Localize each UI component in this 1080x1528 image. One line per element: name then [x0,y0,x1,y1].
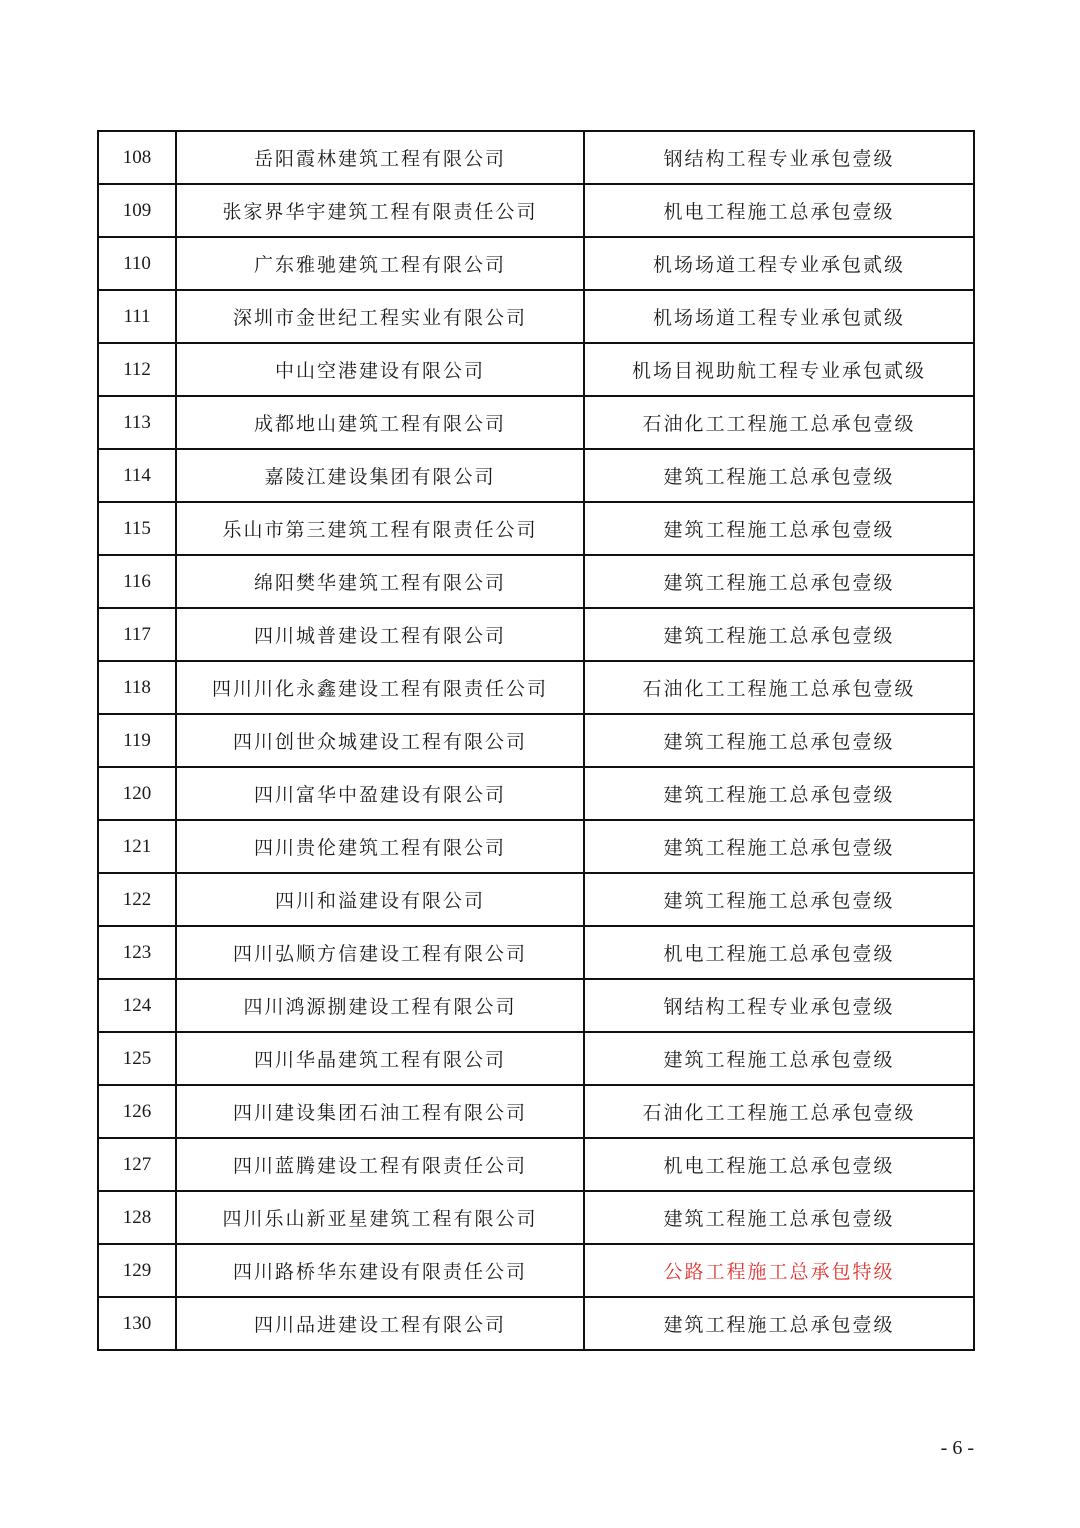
qualification-cell: 建筑工程施工总承包壹级 [584,873,974,926]
table-row [98,131,974,184]
qualification-cell: 建筑工程施工总承包壹级 [584,555,974,608]
row-number-cell: 114 [98,449,176,502]
qualification-cell: 建筑工程施工总承包壹级 [584,1297,974,1350]
row-number-cell: 130 [98,1297,176,1350]
row-number-cell: 127 [98,1138,176,1191]
company-name-cell: 四川创世众城建设工程有限公司 [176,714,584,767]
table-row [98,926,974,979]
table-row [98,1297,974,1350]
row-number-cell: 122 [98,873,176,926]
table-row [98,396,974,449]
table-row [98,608,974,661]
company-name-cell: 四川富华中盈建设有限公司 [176,767,584,820]
row-number-cell: 112 [98,343,176,396]
row-number-cell: 121 [98,820,176,873]
table-row [98,1244,974,1297]
qualification-cell: 建筑工程施工总承包壹级 [584,449,974,502]
table-row [98,237,974,290]
company-name-cell: 四川川化永鑫建设工程有限责任公司 [176,661,584,714]
table-row [98,290,974,343]
table-row [98,661,974,714]
table-row [98,555,974,608]
table-row [98,714,974,767]
row-number-cell: 115 [98,502,176,555]
row-number-cell: 124 [98,979,176,1032]
table-row [98,1138,974,1191]
company-name-cell: 四川华晶建筑工程有限公司 [176,1032,584,1085]
qualification-cell: 钢结构工程专业承包壹级 [584,131,974,184]
row-number-cell: 109 [98,184,176,237]
qualification-cell: 建筑工程施工总承包壹级 [584,1032,974,1085]
qualification-cell: 机场目视助航工程专业承包贰级 [584,343,974,396]
company-name-cell: 中山空港建设有限公司 [176,343,584,396]
row-number-cell: 129 [98,1244,176,1297]
row-number-cell: 113 [98,396,176,449]
table-row [98,343,974,396]
company-name-cell: 四川品进建设工程有限公司 [176,1297,584,1350]
page-number: - 6 - [940,1437,974,1459]
qualification-cell: 机电工程施工总承包壹级 [584,184,974,237]
company-name-cell: 绵阳樊华建筑工程有限公司 [176,555,584,608]
company-name-cell: 四川蓝腾建设工程有限责任公司 [176,1138,584,1191]
company-name-cell: 四川路桥华东建设有限责任公司 [176,1244,584,1297]
company-name-cell: 四川和溢建设有限公司 [176,873,584,926]
qualification-cell: 建筑工程施工总承包壹级 [584,608,974,661]
company-name-cell: 四川弘顺方信建设工程有限公司 [176,926,584,979]
table-row [98,1032,974,1085]
company-name-cell: 四川城普建设工程有限公司 [176,608,584,661]
company-name-cell: 四川建设集团石油工程有限公司 [176,1085,584,1138]
row-number-cell: 117 [98,608,176,661]
qualification-cell: 建筑工程施工总承包壹级 [584,767,974,820]
qualification-cell-highlighted: 公路工程施工总承包特级 [584,1244,974,1297]
row-number-cell: 126 [98,1085,176,1138]
company-name-cell: 成都地山建筑工程有限公司 [176,396,584,449]
qualification-cell: 建筑工程施工总承包壹级 [584,820,974,873]
company-name-cell: 广东雅驰建筑工程有限公司 [176,237,584,290]
table-row [98,767,974,820]
row-number-cell: 110 [98,237,176,290]
qualification-cell: 钢结构工程专业承包壹级 [584,979,974,1032]
row-number-cell: 128 [98,1191,176,1244]
company-name-cell: 岳阳霞林建筑工程有限公司 [176,131,584,184]
qualification-cell: 石油化工工程施工总承包壹级 [584,1085,974,1138]
qualification-cell: 建筑工程施工总承包壹级 [584,714,974,767]
row-number-cell: 120 [98,767,176,820]
table-row [98,873,974,926]
company-name-cell: 张家界华宇建筑工程有限责任公司 [176,184,584,237]
company-name-cell: 乐山市第三建筑工程有限责任公司 [176,502,584,555]
row-number-cell: 116 [98,555,176,608]
row-number-cell: 118 [98,661,176,714]
qualification-cell: 石油化工工程施工总承包壹级 [584,396,974,449]
table-row [98,1191,974,1244]
qualification-cell: 机电工程施工总承包壹级 [584,1138,974,1191]
qualification-cell: 建筑工程施工总承包壹级 [584,502,974,555]
row-number-cell: 125 [98,1032,176,1085]
table-row [98,1085,974,1138]
row-number-cell: 119 [98,714,176,767]
company-name-cell: 深圳市金世纪工程实业有限公司 [176,290,584,343]
qualification-cell: 机电工程施工总承包壹级 [584,926,974,979]
company-name-cell: 四川贵伦建筑工程有限公司 [176,820,584,873]
row-number-cell: 108 [98,131,176,184]
table-row [98,184,974,237]
row-number-cell: 123 [98,926,176,979]
qualification-table [97,130,975,1351]
table-row [98,820,974,873]
qualification-cell: 石油化工工程施工总承包壹级 [584,661,974,714]
qualification-cell: 机场场道工程专业承包贰级 [584,237,974,290]
row-number-cell: 111 [98,290,176,343]
company-name-cell: 四川鸿源捌建设工程有限公司 [176,979,584,1032]
qualification-cell: 建筑工程施工总承包壹级 [584,1191,974,1244]
table-row [98,979,974,1032]
table-row [98,449,974,502]
company-name-cell: 四川乐山新亚星建筑工程有限公司 [176,1191,584,1244]
company-name-cell: 嘉陵江建设集团有限公司 [176,449,584,502]
qualification-cell: 机场场道工程专业承包贰级 [584,290,974,343]
table-row [98,502,974,555]
table-body [98,131,974,1350]
